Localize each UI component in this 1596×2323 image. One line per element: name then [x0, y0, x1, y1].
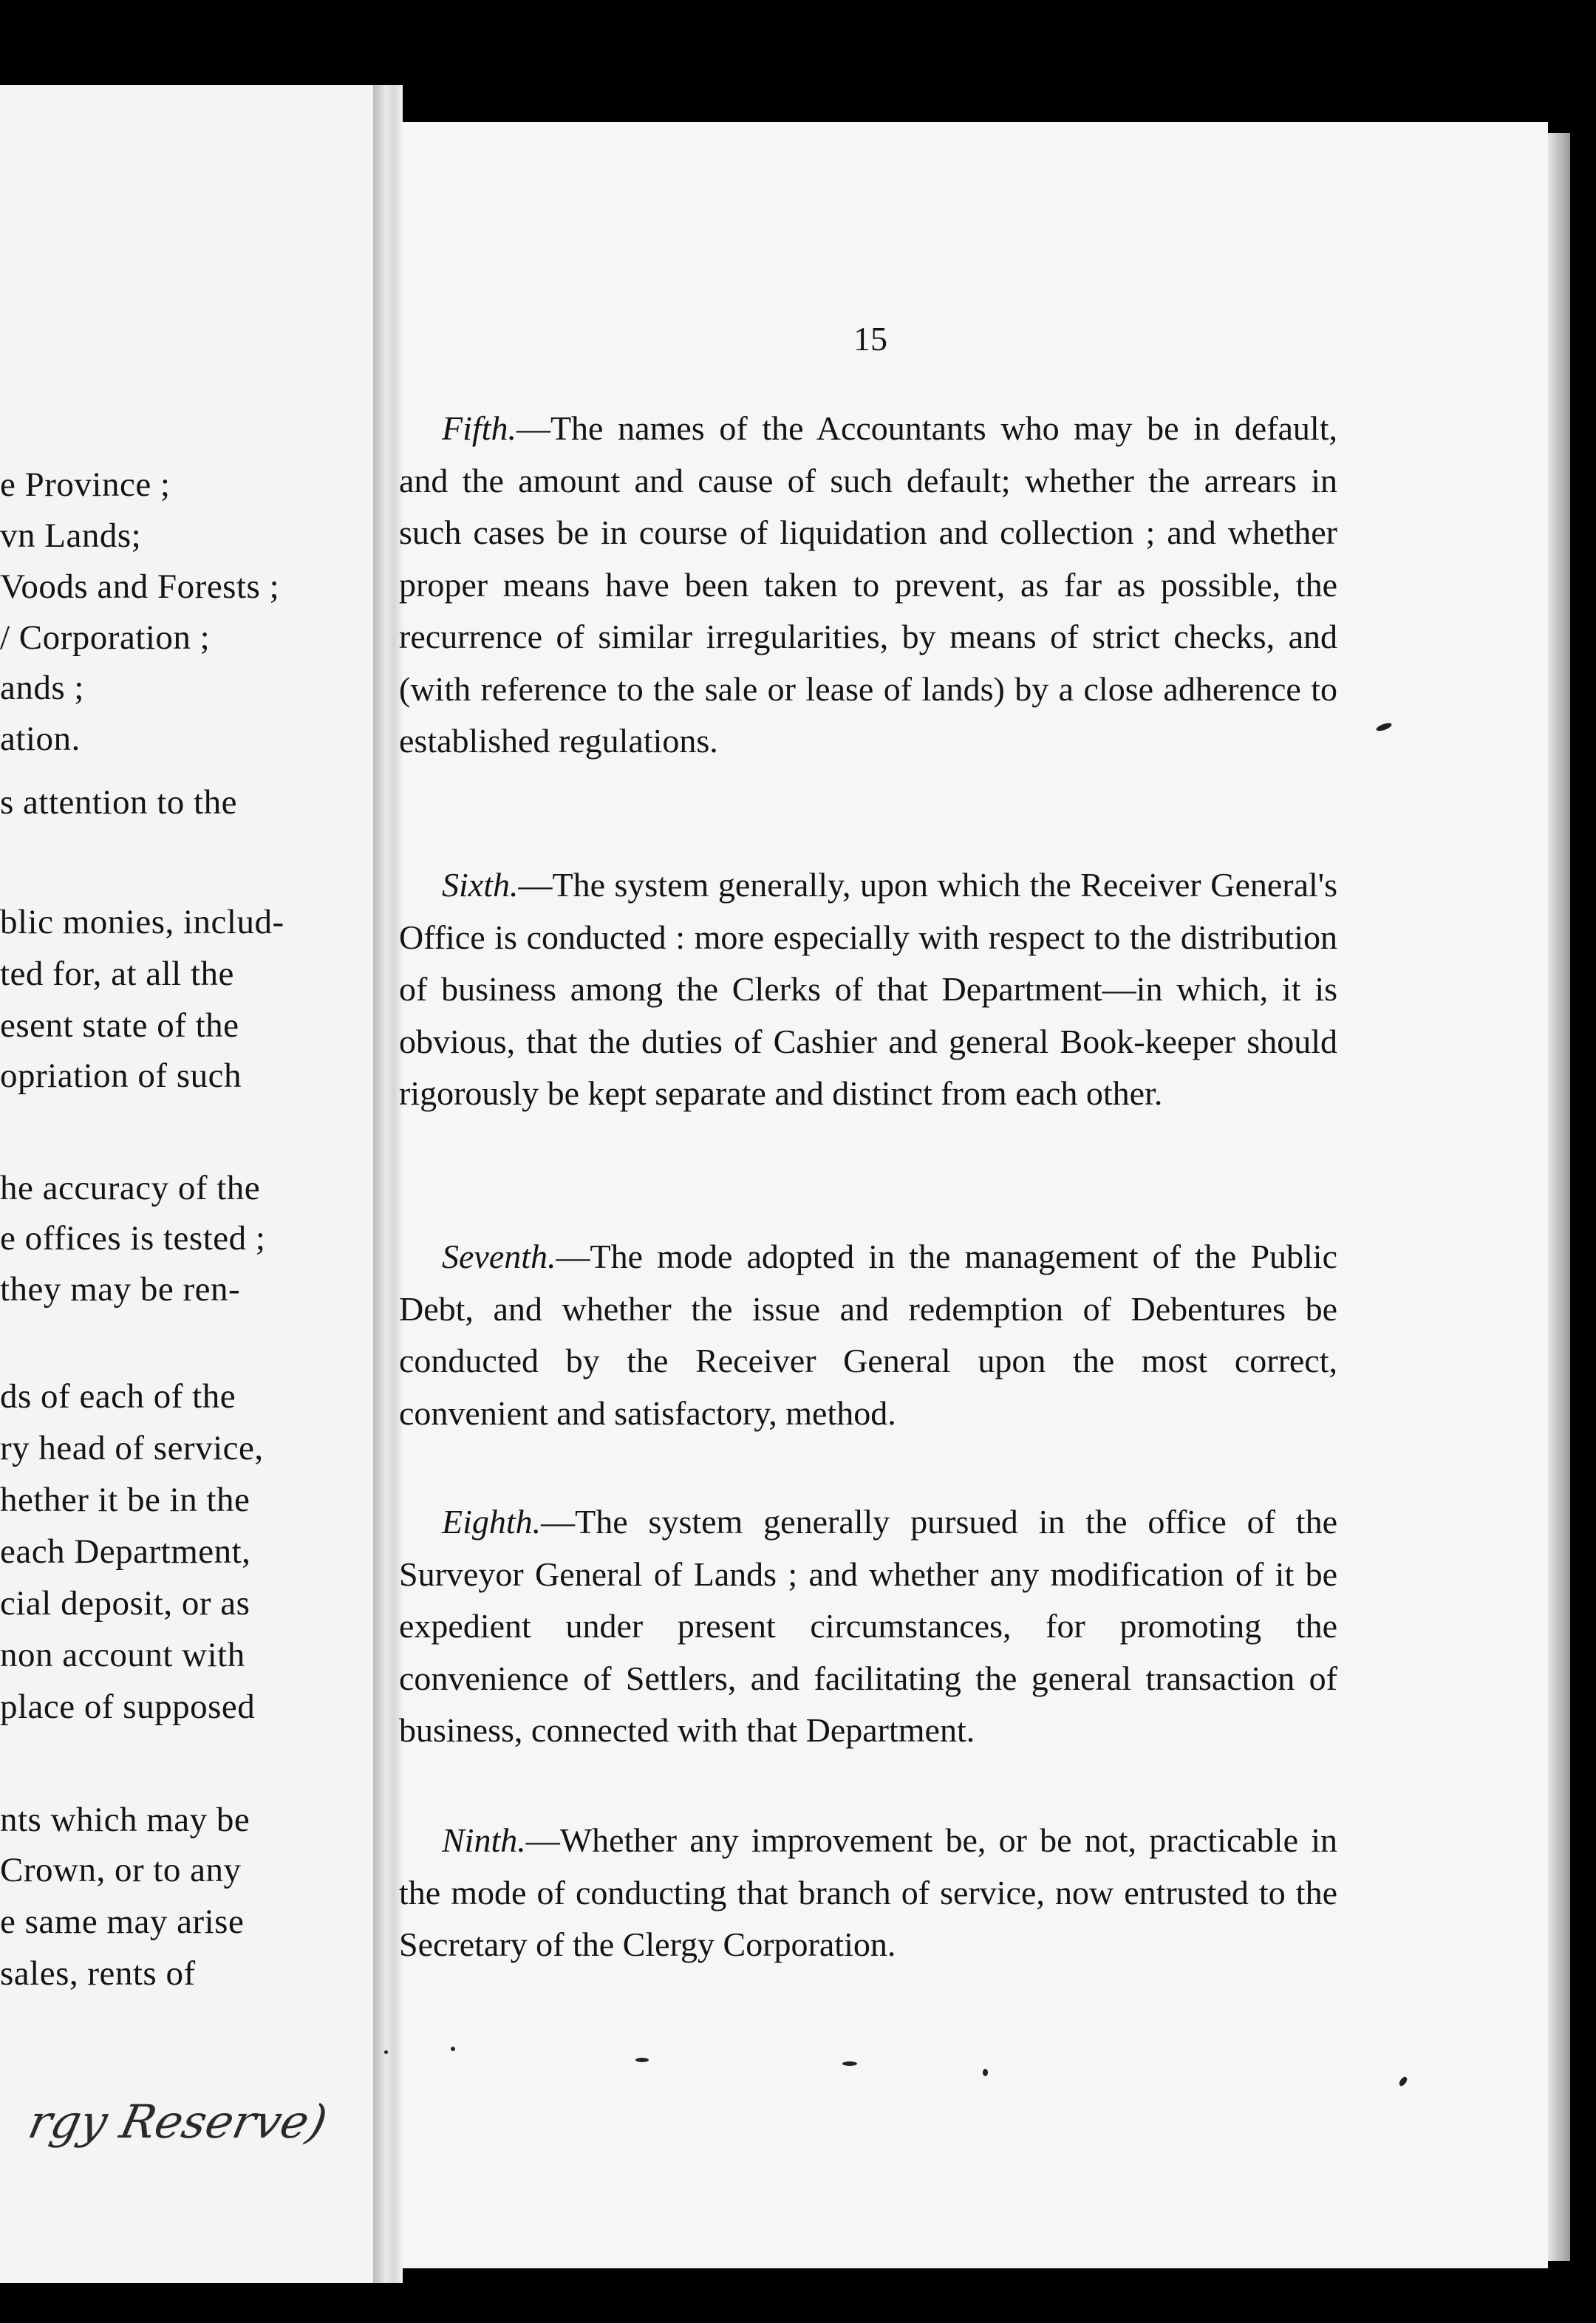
right-page-edge: [1548, 133, 1570, 2261]
paragraph-heading: Eighth.: [442, 1503, 542, 1541]
ink-speck: [983, 2069, 988, 2076]
left-page-line: e Province ;: [0, 465, 171, 504]
ink-speck: [451, 2047, 455, 2051]
left-page-line: Crown, or to any: [0, 1851, 242, 1889]
paragraph-heading: Sixth.: [442, 866, 519, 904]
left-page-line: ds of each of the: [0, 1377, 236, 1416]
left-page-line: s attention to the: [0, 783, 237, 822]
paragraph-text: —The mode adopted in the management of the Public Debt, and whether the issue and redemption of Debentures be conducted by the Receiver General upon the most correct, convenient and satisfactory, method.: [399, 1238, 1337, 1432]
left-page-line: nts which may be: [0, 1801, 250, 1839]
page-number: 15: [853, 320, 887, 358]
ink-speck: [635, 2058, 649, 2062]
paragraph-fifth: [399, 403, 1337, 768]
left-page-line: place of supposed: [0, 1688, 256, 1726]
handwritten-annotation: rgy Reserve): [24, 2095, 332, 2149]
left-page-line: ands ;: [0, 669, 84, 707]
left-page-line: blic monies, includ-: [0, 903, 284, 941]
paragraph-heading: Ninth.: [442, 1821, 526, 1859]
paragraph-heading: Seventh.: [442, 1238, 556, 1275]
ink-speck: [384, 2050, 388, 2054]
book-gutter: [373, 85, 403, 2283]
left-page-line: ry head of service,: [0, 1429, 264, 1467]
paragraph-eighth: [399, 1496, 1337, 1757]
left-page-line: ation.: [0, 720, 81, 758]
left-page: [0, 85, 373, 2283]
left-page-line: non account with: [0, 1636, 245, 1674]
ink-speck: [842, 2061, 857, 2066]
paragraph-text: —The names of the Accountants who may be in default, and the amount and cause of such default; whether the arrears in such cases be in course of liquidation and collection ; and whether proper means have been taken to prevent, as far as possible, the recurrence of similar irregularities, by means of strict checks, and (with reference to the sale or lease of lands) by a close adherence to established regulations.: [399, 409, 1337, 760]
left-page-line: e offices is tested ;: [0, 1219, 266, 1258]
left-page-line: Voods and Forests ;: [0, 567, 280, 606]
paragraph-seventh: [399, 1231, 1337, 1439]
left-page-line: ted for, at all the: [0, 955, 234, 993]
left-page-line: sales, rents of: [0, 1954, 196, 1993]
paragraph-heading: Fifth.: [442, 409, 516, 447]
paragraph-text: —Whether any improvement be, or be not, practicable in the mode of conducting that branch of service, now entrusted to the Secretary of the Clergy Corporation.: [399, 1821, 1337, 1963]
left-page-line: hether it be in the: [0, 1481, 250, 1519]
paragraph-text: —The system generally pursued in the office of the Surveyor General of Lands ; and whether any modification of it be expedient under present circumstances, for promoting the convenience of Settlers, and facilitating the general transaction of business, connected with that Department.: [399, 1503, 1337, 1749]
left-page-line: e same may arise: [0, 1903, 245, 1941]
left-page-line: he accuracy of the: [0, 1169, 261, 1207]
left-page-line: esent state of the: [0, 1006, 239, 1045]
left-page-line: opriation of such: [0, 1057, 242, 1095]
left-page-line: they may be ren-: [0, 1270, 241, 1309]
left-page-line: cial deposit, or as: [0, 1584, 250, 1623]
left-page-line: vn Lands;: [0, 516, 142, 555]
left-page-line: / Corporation ;: [0, 618, 211, 657]
paragraph-ninth: [399, 1815, 1337, 1971]
paragraph-text: —The system generally, upon which the Receiver General's Office is conducted : more especially with respect to the distribution of business among the Clerks of that Department—in which, it is obvious, that the duties of Cashier and general Book-keeper should rigorously be kept separate and distinct from each other.: [399, 866, 1337, 1112]
left-page-line: each Department,: [0, 1532, 251, 1571]
paragraph-sixth: [399, 859, 1337, 1120]
